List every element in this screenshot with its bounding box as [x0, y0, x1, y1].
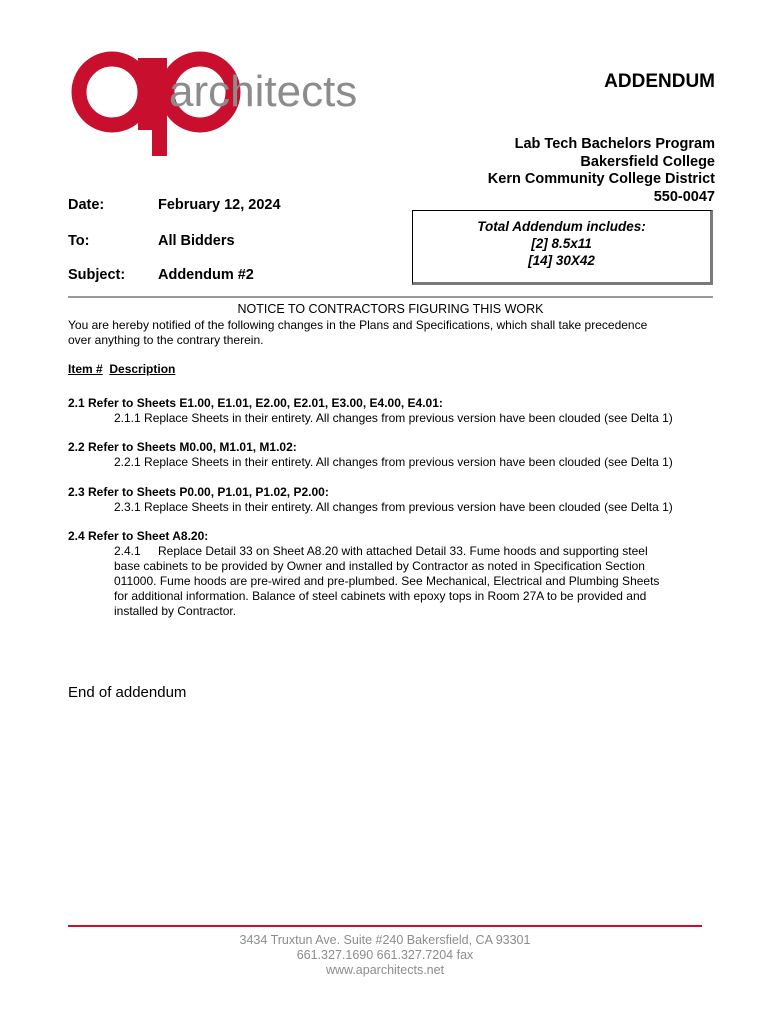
notice-line-1: You are hereby notified of the following changes in the Plans and Specifications, which shall take precedence — [68, 318, 648, 332]
item-title: 2.3 Refer to Sheets P0.00, P1.01, P1.02, P2.00: — [68, 485, 329, 499]
item-sub-number: 2.4.1 — [114, 544, 141, 558]
footer-phones: 661.327.1690 661.327.7204 fax — [296, 948, 474, 962]
addendum-item — [68, 529, 713, 619]
footer-website: www.aparchitects.net — [325, 963, 445, 977]
item-description: 2.2.1 Replace Sheets in their entirety. All changes from previous version have been clouded (see Delta 1) — [114, 455, 673, 469]
footer-address: 3434 Truxtun Ave. Suite #240 Bakersfield, CA 93301 — [239, 933, 531, 947]
header-divider — [68, 296, 713, 298]
item-description-line: Replace Detail 33 on Sheet A8.20 with attached Detail 33. Fume hoods and supporting steel — [158, 544, 648, 558]
to-label: To: — [68, 233, 90, 249]
addendum-item — [68, 396, 713, 426]
item-column-header: Item # — [68, 362, 103, 376]
notice-heading: NOTICE TO CONTRACTORS FIGURING THIS WORK — [237, 302, 544, 316]
item-description: 2.1.1 Replace Sheets in their entirety. All changes from previous version have been clouded (see Delta 1) — [114, 411, 673, 425]
addendum-includes-box — [412, 210, 713, 285]
date-value: February 12, 2024 — [158, 197, 281, 213]
item-description-line: base cabinets to be provided by Owner and installed by Contractor as noted in Specification Section — [114, 559, 645, 573]
includes-line-1: [2] 8.5x11 — [531, 236, 592, 251]
item-title: 2.1 Refer to Sheets E1.00, E1.01, E2.00, E2.01, E3.00, E4.00, E4.01: — [68, 396, 443, 410]
includes-title: Total Addendum includes: — [477, 219, 646, 234]
date-label: Date: — [68, 197, 105, 213]
subject-value: Addendum #2 — [158, 267, 254, 283]
company-logo — [70, 44, 390, 160]
notice-line-2: over anything to the contrary therein. — [68, 333, 264, 347]
item-title: 2.2 Refer to Sheets M0.00, M1.01, M1.02: — [68, 440, 297, 454]
includes-line-2: [14] 30X42 — [528, 253, 595, 268]
addendum-item — [68, 485, 713, 515]
item-description-line: 011000. Fume hoods are pre-wired and pre-plumbed. See Mechanical, Electrical and Plumbing Sheets — [114, 574, 660, 588]
subject-label: Subject: — [68, 267, 126, 283]
to-value: All Bidders — [158, 233, 235, 249]
item-description: 2.3.1 Replace Sheets in their entirety. All changes from previous version have been clouded (see Delta 1) — [114, 500, 673, 514]
item-title: 2.4 Refer to Sheet A8.20: — [68, 529, 209, 543]
footer-divider — [68, 925, 702, 927]
item-description-line: installed by Contractor. — [114, 604, 237, 618]
column-headers — [68, 362, 175, 376]
addendum-item — [68, 440, 713, 470]
project-college: Bakersfield College — [580, 153, 715, 170]
notice-paragraph — [68, 318, 713, 348]
project-district: Kern Community College District — [487, 171, 715, 187]
document-title: ADDENDUM — [604, 71, 715, 92]
project-name: Lab Tech Bachelors Program — [514, 136, 715, 152]
item-description-line: for additional information. Balance of steel cabinets with epoxy tops in Room 27A to be provided and — [114, 589, 647, 603]
project-info — [488, 136, 715, 206]
project-number: 550-0047 — [653, 188, 715, 205]
end-of-addendum: End of addendum — [68, 684, 187, 701]
item-description — [68, 544, 713, 619]
logo-subtext: architects — [169, 67, 358, 116]
description-column-header: Description — [109, 362, 176, 376]
